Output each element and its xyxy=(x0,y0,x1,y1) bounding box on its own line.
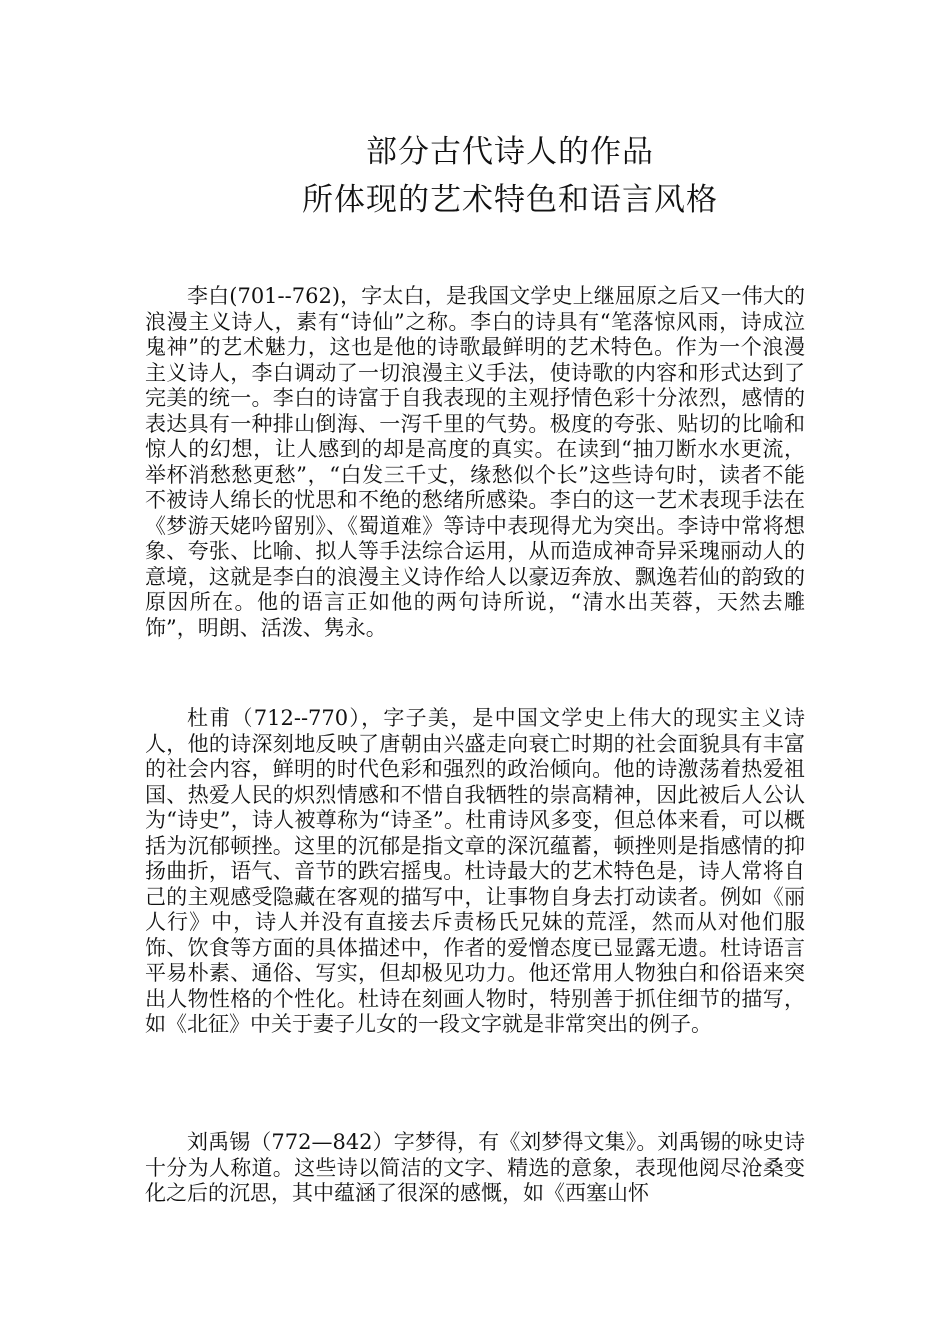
paragraph-du-fu: 杜甫（712--770），字子美，是中国文学史上伟大的现实主义诗人，他的诗深刻地反映了唐朝由兴盛走向衰亡时期的社会面貌具有丰富的社会内容，鲜明的时代色彩和强烈的政治倾向。他的诗激荡着热爱祖国、热爱人民的炽烈情感和不惜自我牺牲的崇高精神，因此被后人公认为“诗史”，诗人被尊称为“诗圣”。杜甫诗风多变，但总体来看，可以概括为沉郁顿挫。这里的沉郁是指文章的深沉蕴蓄，顿挫则是指感情的抑扬曲折，语气、音节的跌宕摇曳。杜诗最大的艺术特色是，诗人常将自己的主观感受隐藏在客观的描写中，让事物自身去打动读者。例如《丽人行》中，诗人并没有直接去斥责杨氏兄妹的荒淫，然而从对他们服饰、饮食等方面的具体描述中，作者的爱憎态度已显露无遗。杜诗语言平易朴素、通俗、写实，但却极见功力。他还常用人物独白和俗语来突出人物性格的个性化。杜诗在刻画人物时，特别善于抓住细节的描写，如《北征》中关于妻子儿女的一段文字就是非常突出的例子。 xyxy=(145,706,805,1036)
document-title-line-2: 所体现的艺术特色和语言风格 xyxy=(302,182,718,218)
document-title-line-1: 部分古代诗人的作品 xyxy=(366,134,654,170)
paragraph-liu-yuxi: 刘禹锡（772—842）字梦得，有《刘梦得文集》。刘禹锡的咏史诗十分为人称道。这些诗以简洁的文字、精选的意象，表现他阅尽沧桑变化之后的沉思，其中蕴涵了很深的感慨，如《西塞山怀 xyxy=(145,1130,805,1205)
paragraph-li-bai: 李白(701--762)，字太白，是我国文学史上继屈原之后又一伟大的浪漫主义诗人，素有“诗仙”之称。李白的诗具有“笔落惊风雨，诗成泣鬼神”的艺术魅力，这也是他的诗歌最鲜明的艺术特色。作为一个浪漫主义诗人，李白调动了一切浪漫主义手法，使诗歌的内容和形式达到了完美的统一。李白的诗富于自我表现的主观抒情色彩十分浓烈，感情的表达具有一种排山倒海、一泻千里的气势。极度的夸张、贴切的比喻和惊人的幻想，让人感到的却是高度的真实。在读到“抽刀断水水更流，举杯消愁愁更愁”，“白发三千丈，缘愁似个长”这些诗句时，读者不能不被诗人绵长的忧思和不绝的愁绪所感染。李白的这一艺术表现手法在《梦游天姥吟留别》、《蜀道难》等诗中表现得尤为突出。李诗中常将想象、夸张、比喻、拟人等手法综合运用，从而造成神奇异采瑰丽动人的意境，这就是李白的浪漫主义诗作给人以豪迈奔放、飘逸若仙的韵致的原因所在。他的语言正如他的两句诗所说，“清水出芙蓉，天然去雕饰”，明朗、活泼、隽永。 xyxy=(145,284,805,640)
